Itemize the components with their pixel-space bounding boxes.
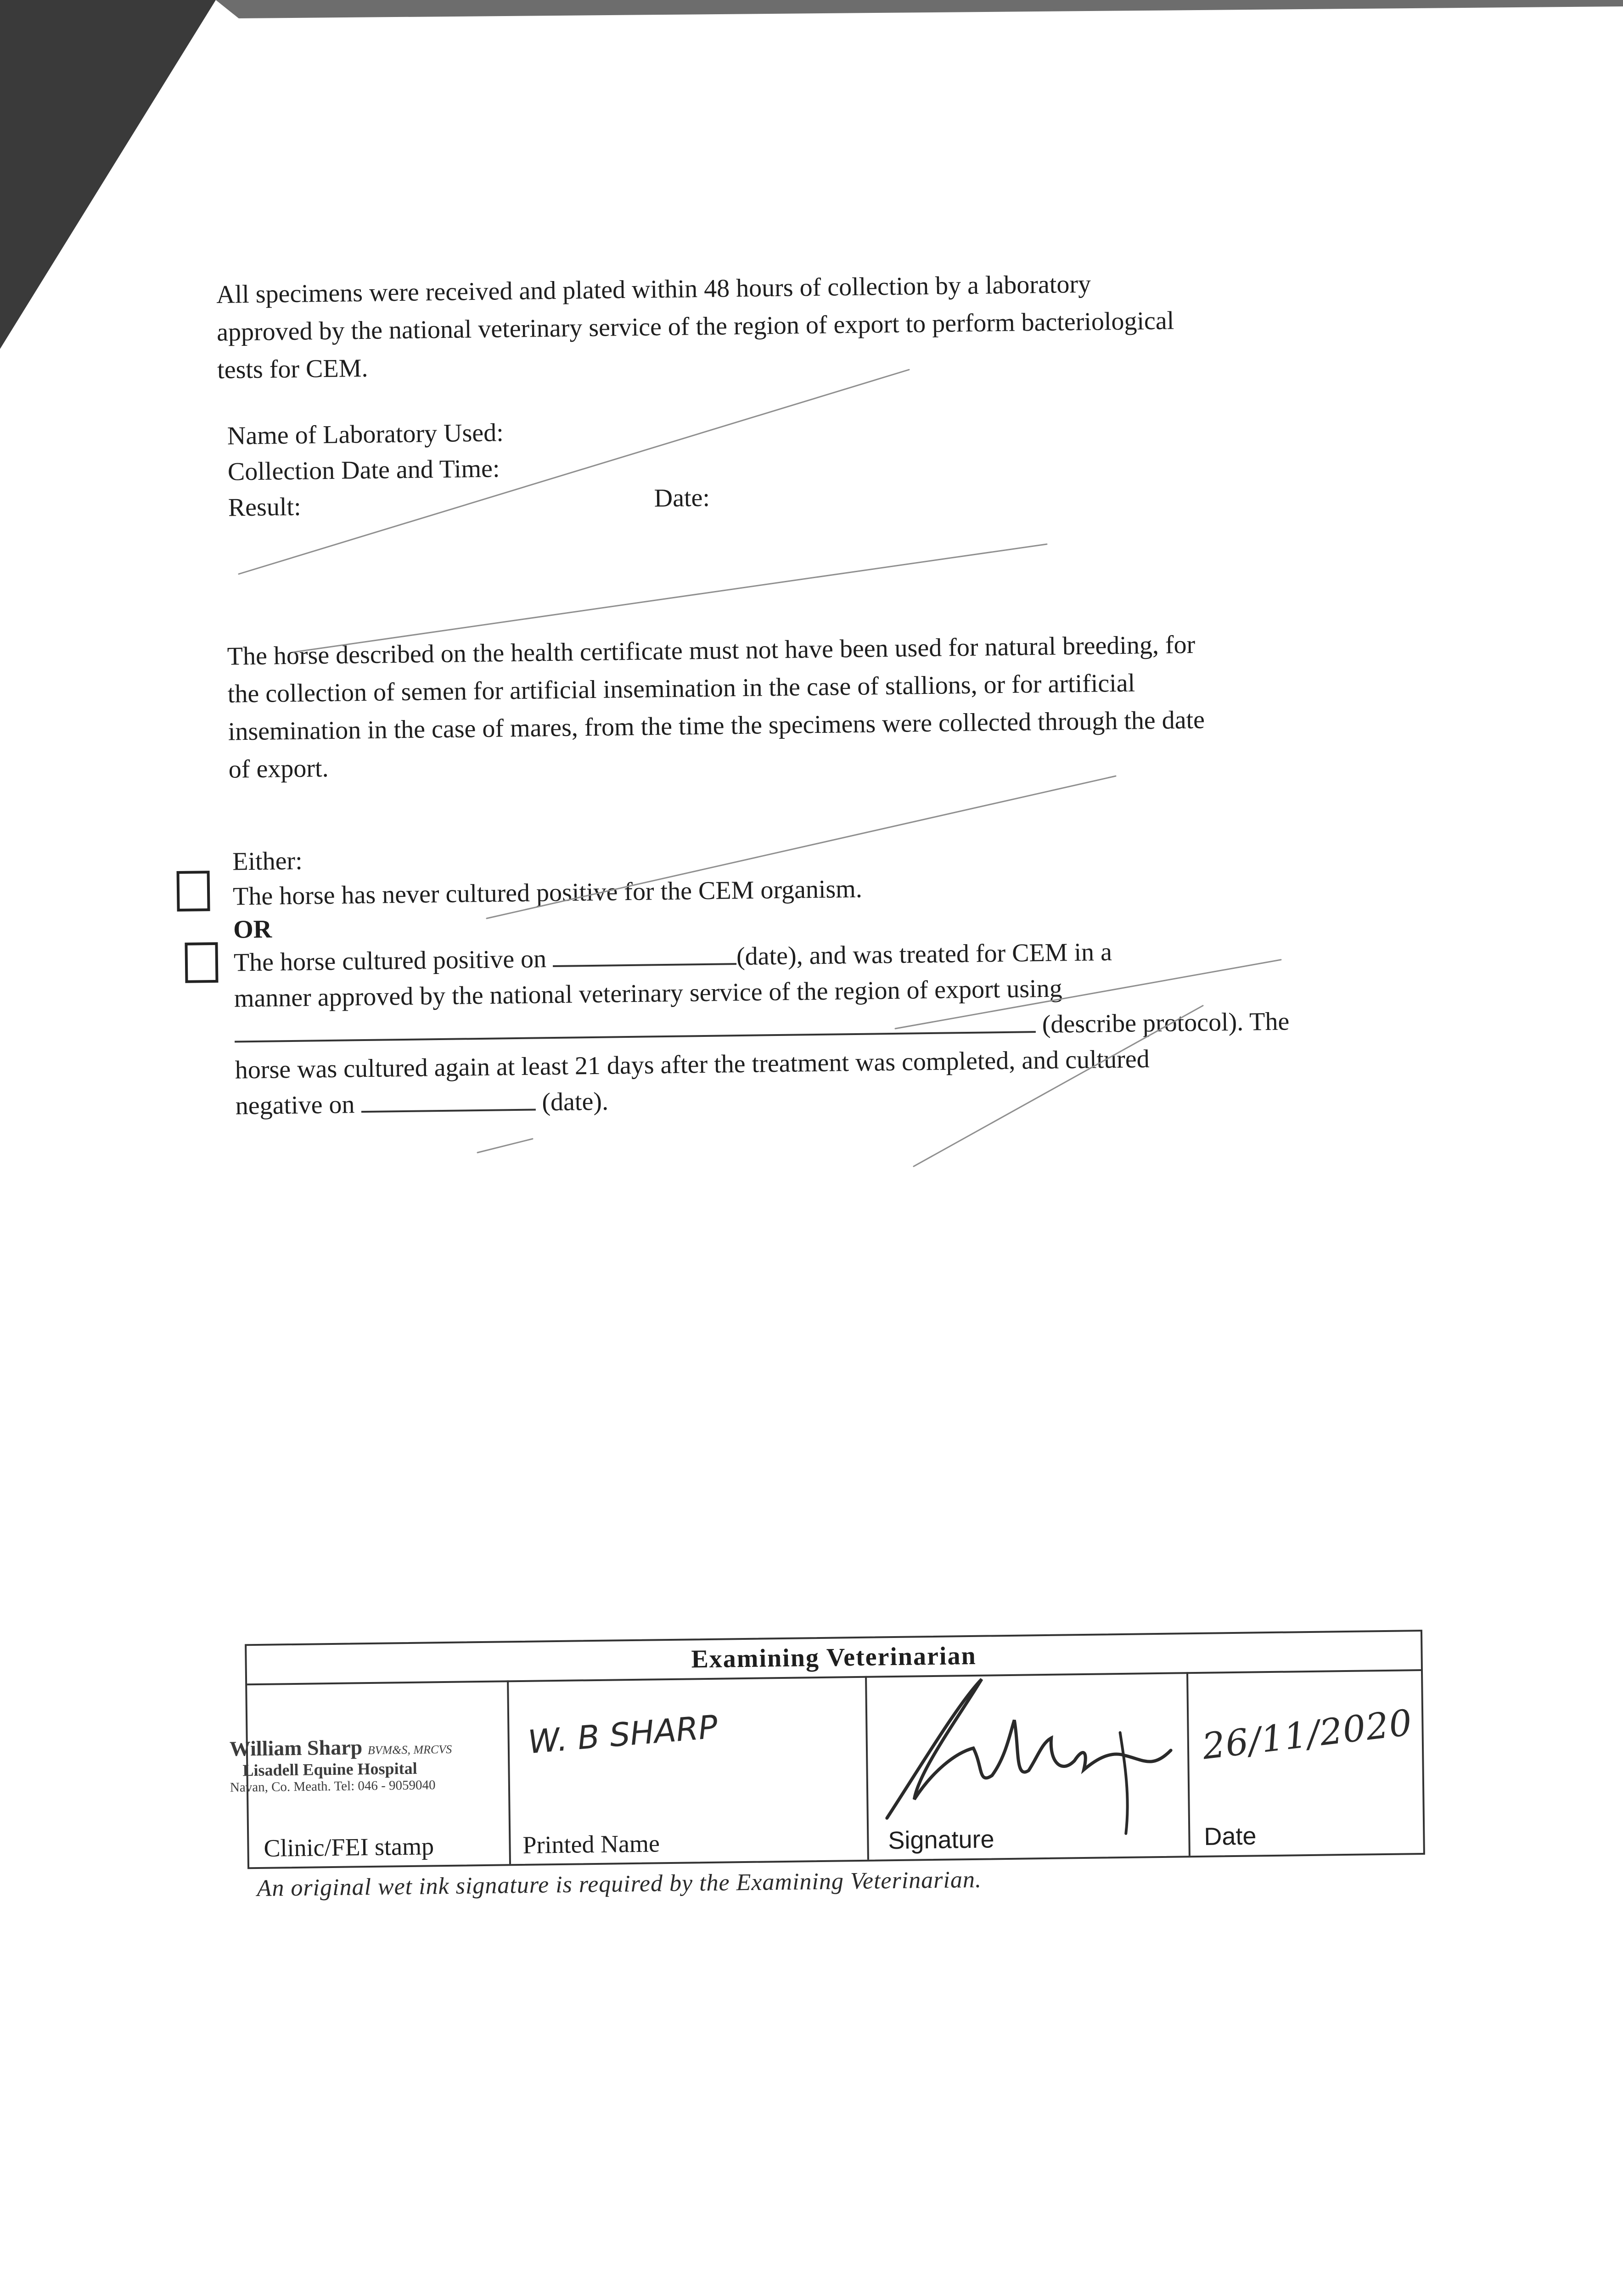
positive-date-field[interactable] [553,940,737,967]
result-label: Result: [228,492,301,522]
option2-text-e: (date). [542,1087,609,1117]
restriction-line: of export. [228,754,329,784]
collection-date-label: Collection Date and Time: [227,454,500,486]
stamp-address: Navan, Co. Meath. Tel: 046 - 9059040 [230,1778,436,1795]
negative-date-field[interactable] [361,1086,536,1113]
restriction-line: the collection of semen for artificial insemination in the case of stallions, or for artificial [227,669,1135,709]
date-cell[interactable] [1188,1669,1427,1856]
lab-name-label: Name of Laboratory Used: [227,418,504,450]
clinic-stamp-cell [229,1680,511,1867]
clinic-stamp [230,1733,524,1795]
stamp-vet-line [230,1733,524,1761]
printed-name-cell[interactable] [509,1676,869,1864]
vet-table-header: Examining Veterinarian [247,1632,1421,1685]
date-value: 26/11/2020 [1200,1702,1415,1768]
stamp-vet-name: William Sharp [229,1735,363,1761]
wet-ink-footnote: An original wet ink signature is required by the Examining Veterinarian. [257,1866,982,1902]
restriction-paragraph [227,624,1376,788]
signature-scribble [867,1658,1191,1855]
intro-line: approved by the national veterinary service of the region of export to perform bacteriological [216,306,1174,347]
vet-table-row [229,1669,1423,1867]
signature-cell[interactable] [867,1672,1191,1860]
option2-text-a: The horse cultured positive on [233,945,547,977]
option2-text-b: (date), and was treated for CEM in a [736,938,1112,971]
intro-line: tests for CEM. [217,354,368,384]
restriction-line: insemination in the case of mares, from the time the specimens were collected through the date [228,705,1205,746]
intro-paragraph [216,262,1365,389]
or-label: OR [233,915,272,944]
lab-fields [227,410,871,525]
option-never-positive: The horse has never cultured positive for the CEM organism. [232,874,863,911]
signature-label: Signature [888,1825,994,1855]
printed-name-value: W. B SHARP [526,1708,719,1761]
never-positive-checkbox[interactable] [177,871,210,912]
stamp-vet-quals: BVM&S, MRCVS [367,1742,452,1757]
examining-veterinarian-table [229,1630,1425,1869]
stamp-clinic-name: Lisadell Equine Hospital [242,1759,417,1780]
option2-line-4: horse was cultured again at least 21 days after the treatment was completed, and cultured [235,1045,1150,1085]
date-label: Date [1204,1822,1257,1851]
intro-line: All specimens were received and plated within 48 hours of collection by a laboratory [216,270,1091,309]
printed-name-label: Printed Name [522,1829,660,1859]
result-date-label: Date: [654,483,710,513]
either-label: Either: [232,846,303,876]
restriction-line: The horse described on the health certificate must not have been used for natural breeding, for [227,630,1196,671]
option2-text-c: (describe protocol). The [1042,1007,1290,1039]
cultured-positive-checkbox[interactable] [185,942,218,983]
clinic-stamp-label: Clinic/FEI stamp [264,1832,434,1862]
option-cultured-positive [233,931,1337,1124]
option2-text-d: negative on [235,1090,355,1120]
option2-line-2: manner approved by the national veterinary service of the region of export using [234,974,1062,1013]
